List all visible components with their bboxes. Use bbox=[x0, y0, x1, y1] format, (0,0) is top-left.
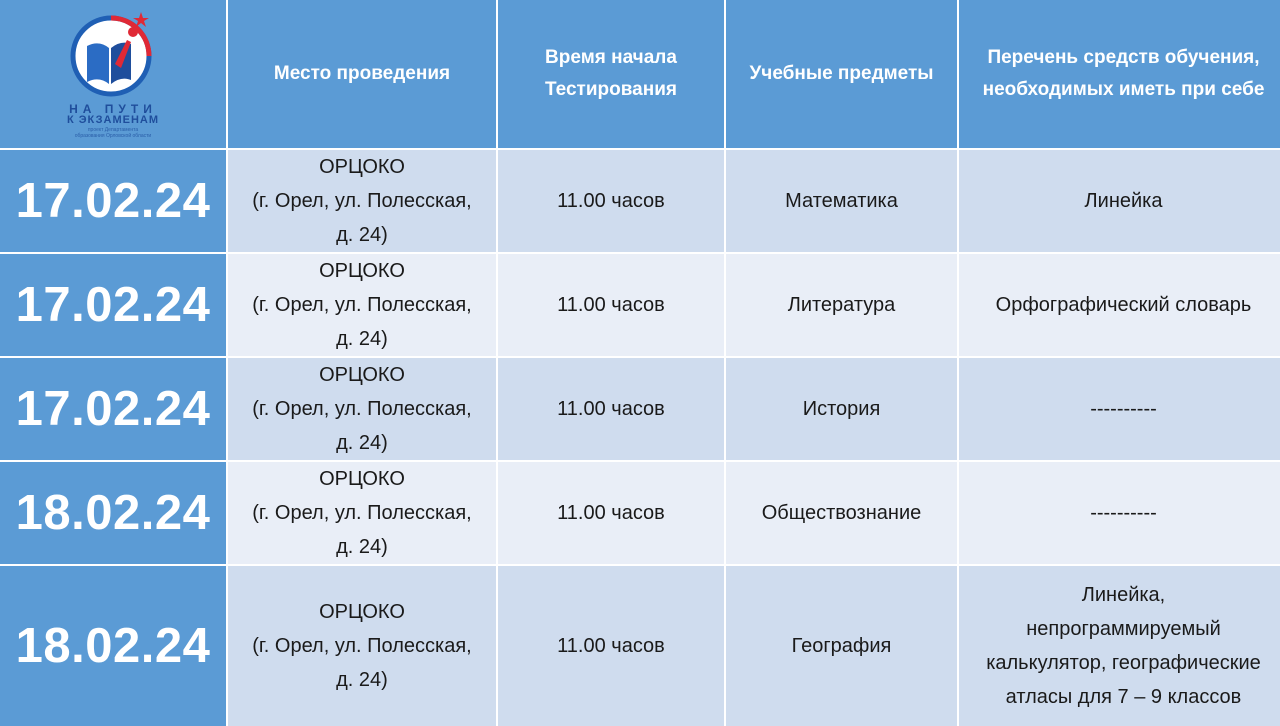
row-place: ОРЦОКО (г. Орел, ул. Полесская, д. 24) bbox=[228, 566, 496, 726]
row-place: ОРЦОКО (г. Орел, ул. Полесская, д. 24) bbox=[228, 358, 496, 460]
row-date: 18.02.24 bbox=[0, 566, 226, 726]
row-tools: Орфографический словарь bbox=[959, 254, 1280, 356]
row-date: 17.02.24 bbox=[0, 358, 226, 460]
header-tools-list: Перечень средств обучения, необходимых иметь при себе bbox=[959, 0, 1280, 148]
row-subject: Обществознание bbox=[726, 462, 957, 564]
project-logo bbox=[67, 10, 159, 139]
row-time: 11.00 часов bbox=[498, 254, 724, 356]
row-time: 11.00 часов bbox=[498, 566, 724, 726]
row-place: ОРЦОКО (г. Орел, ул. Полесская, д. 24) bbox=[228, 462, 496, 564]
row-place: ОРЦОКО (г. Орел, ул. Полесская, д. 24) bbox=[228, 150, 496, 252]
row-time: 11.00 часов bbox=[498, 358, 724, 460]
row-tools: ---------- bbox=[959, 462, 1280, 564]
row-place: ОРЦОКО (г. Орел, ул. Полесская, д. 24) bbox=[228, 254, 496, 356]
row-date: 17.02.24 bbox=[0, 254, 226, 356]
header-place: Место проведения bbox=[228, 0, 496, 148]
row-date: 17.02.24 bbox=[0, 150, 226, 252]
row-subject: История bbox=[726, 358, 957, 460]
header-start-time: Время начала Тестирования bbox=[498, 0, 724, 148]
row-time: 11.00 часов bbox=[498, 462, 724, 564]
book-person-logo-icon bbox=[67, 10, 159, 106]
logo-subtitle: проект Департамента образования Орловской области bbox=[74, 126, 152, 139]
row-tools: ---------- bbox=[959, 358, 1280, 460]
logo-title-line1: НА ПУТИ bbox=[69, 101, 157, 116]
header-subjects: Учебные предметы bbox=[726, 0, 957, 148]
row-subject: География bbox=[726, 566, 957, 726]
row-subject: Математика bbox=[726, 150, 957, 252]
row-tools: Линейка bbox=[959, 150, 1280, 252]
logo-title-line2: К ЭКЗАМЕНАМ bbox=[66, 113, 160, 126]
row-time: 11.00 часов bbox=[498, 150, 724, 252]
row-date: 18.02.24 bbox=[0, 462, 226, 564]
header-divider bbox=[0, 148, 1280, 150]
row-tools: Линейка, непрограммируемый калькулятор, географические атласы для 7 – 9 классов bbox=[959, 566, 1280, 726]
row-subject: Литература bbox=[726, 254, 957, 356]
logo-cell bbox=[0, 0, 226, 148]
